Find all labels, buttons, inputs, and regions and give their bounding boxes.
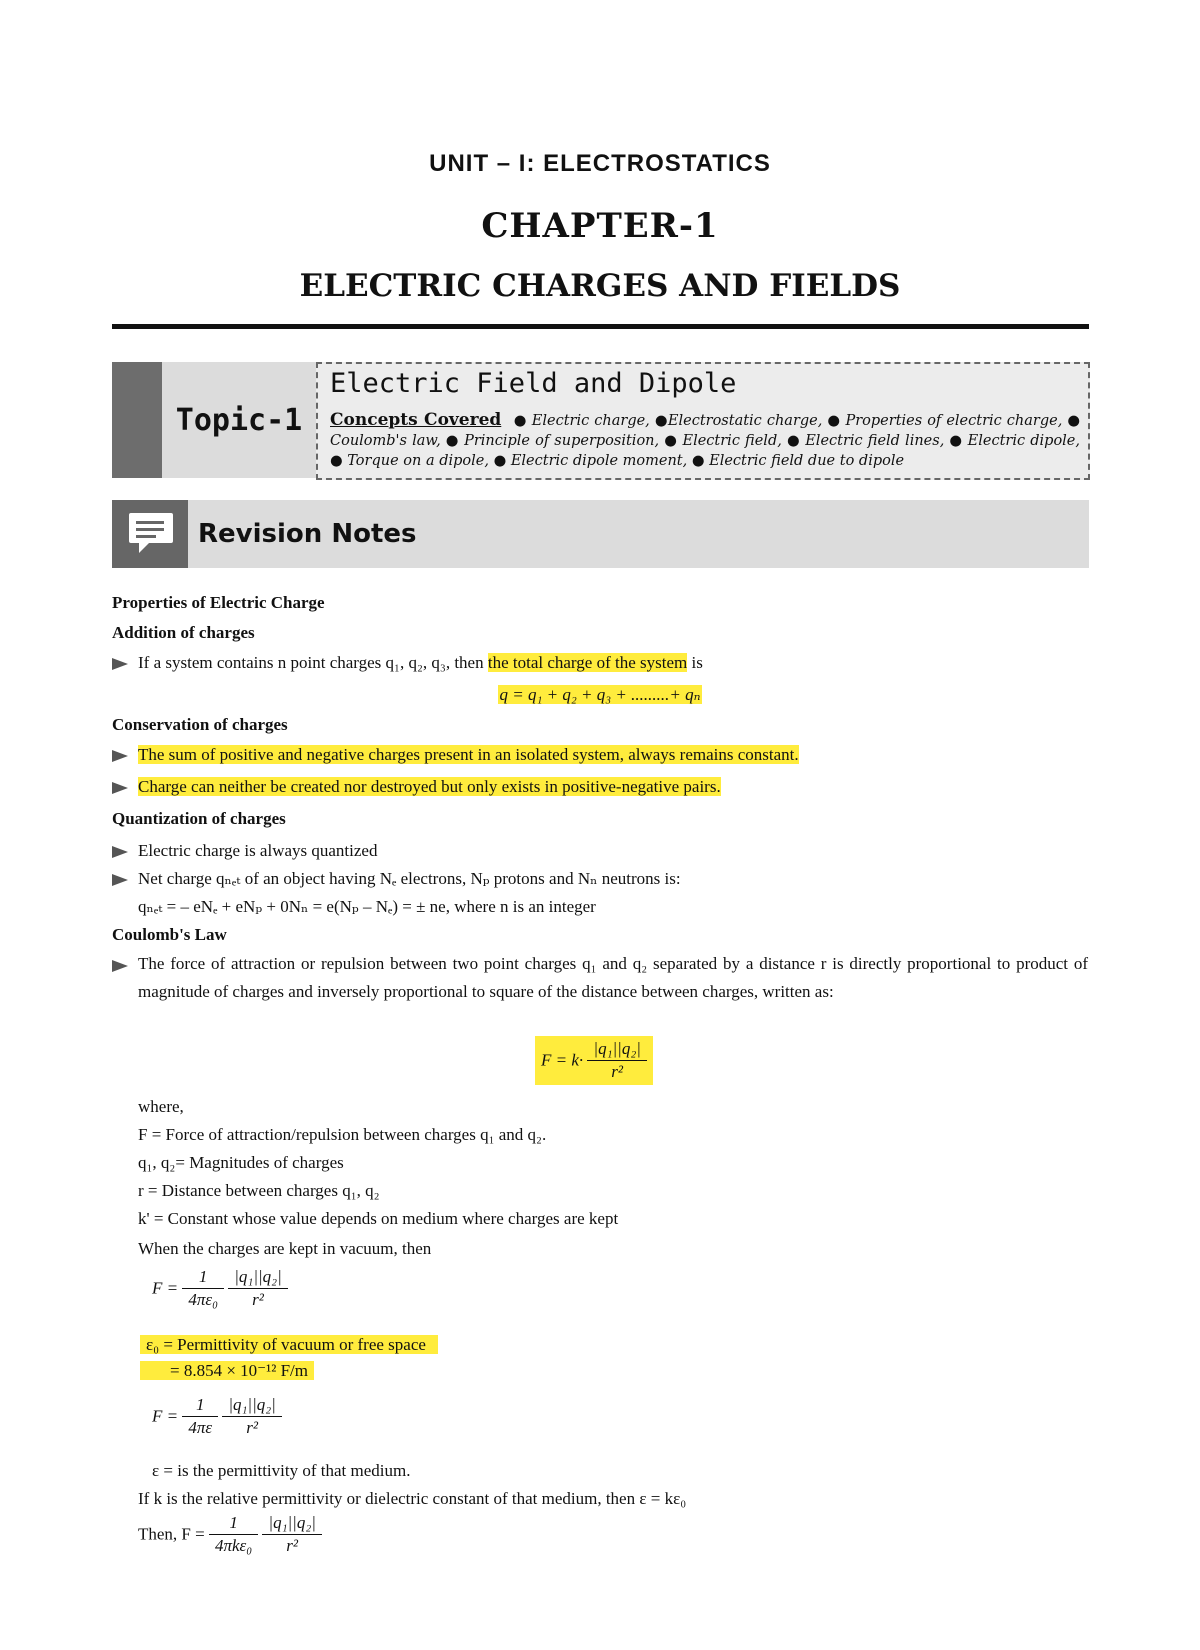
conservation-bullet-2 [138,776,721,798]
definition-charges: q₁, q₂= Magnitudes of charges [138,1153,344,1172]
properties-heading: Properties of Electric Charge [112,593,325,612]
coulomb-formula-1 [535,1036,653,1088]
formula-4-fraction-2 [262,1512,322,1557]
formula-2-fraction-2 [228,1266,288,1311]
conservation-heading: Conservation of charges [112,715,288,734]
formula-2-fraction-1 [182,1266,224,1311]
formula-3-num-1: 1 [182,1394,218,1417]
definition-force: F = Force of attraction/repulsion between charges q₁ and q₂. [138,1125,547,1144]
addition-heading: Addition of charges [112,623,255,642]
heading-rule [112,324,1089,329]
epsilon-definition [140,1334,438,1356]
speech-bubble-icon [112,500,188,568]
formula-3-lhs: F = [152,1406,179,1426]
coulomb-paragraph: The force of attraction or repulsion between two point charges q₁ and q₂ separated by a distance r is directly proportional to product of magnitude of charges and inversely proportional to square of the distance between charges, written as: [138,954,1088,1001]
relative-permittivity-line: If k is the relative permittivity or dielectric constant of that medium, then ε = kε₀ [138,1489,687,1508]
unit-heading: UNIT – I: ELECTROSTATICS [429,150,771,177]
arrow-bullet-icon [112,750,128,762]
addition-formula: q = q₁ + q₂ + q₃ + .........+ qₙ [499,685,701,704]
formula-3-fraction-1 [182,1394,218,1439]
definition-constant: k' = Constant whose value depends on medium where charges are kept [138,1209,619,1228]
revision-notes-title: Revision Notes [198,519,417,549]
formula-2-den-2: r² [252,1290,264,1309]
formula-2-num-1: 1 [182,1266,224,1289]
quantization-heading: Quantization of charges [112,809,286,828]
formula-3-den-1: 4πε [188,1418,213,1437]
quantization-bullet-2: Net charge qₙₑₜ of an object having Nₑ electrons, Nₚ protons and Nₙ neutrons is: [138,869,681,888]
formula-2-lhs: F = [152,1278,179,1298]
arrow-bullet-icon [112,846,128,858]
formula-1-lhs: F = k· [541,1050,584,1070]
chapter-title: ELECTRIC CHARGES AND FIELDS [299,268,901,304]
vacuum-line: When the charges are kept in vacuum, then [138,1239,432,1258]
formula-2-den-1: 4πε₀ [188,1290,218,1309]
coulomb-formula-3 [152,1394,282,1450]
formula-1-denominator: r² [611,1062,624,1081]
topic-detail-box [316,362,1090,480]
topic-label: Topic-1 [162,362,316,478]
formula-4-lhs: Then, F = [138,1524,205,1544]
formula-4-den-2: r² [286,1536,299,1555]
formula-3-num-2: |q₁||q₂| [222,1394,282,1417]
formula-3-den-2: r² [246,1418,258,1437]
formula-4-fraction-1 [209,1512,258,1557]
epsilon-value [140,1360,314,1382]
conservation-bullet-1 [138,744,799,766]
definition-distance: r = Distance between charges q₁, q₂ [138,1181,380,1200]
coulomb-formula-1-highlight [535,1036,653,1085]
quantization-bullet-1: Electric charge is always quantized [138,841,378,860]
epsilon-definition-text: ε₀ = Permittivity of vacuum or free space [140,1335,438,1354]
topic-title: Electric Field and Dipole [330,368,737,399]
coulomb-heading: Coulomb's Law [112,925,227,944]
arrow-bullet-icon [112,874,128,886]
concepts-covered [330,410,1080,471]
arrow-bullet-icon [112,658,128,670]
formula-4-den-1: 4πkε₀ [214,1536,253,1555]
revision-notes-banner [188,500,1089,568]
arrow-bullet-icon [112,782,128,794]
addition-line [138,652,703,674]
quantization-formula: qₙₑₜ = – eNₑ + eNₚ + 0Nₙ = e(Nₚ – Nₑ) = ± ne, where n is an integer [138,897,596,916]
formula-4-num-2: |q₁||q₂| [262,1512,322,1535]
epsilon-value-text: = 8.854 × 10⁻¹² F/m [140,1361,314,1380]
addition-line-text: If a system contains n point charges q₁, q₂, q₃, then [138,653,488,672]
formula-4-num-1: 1 [209,1512,258,1535]
concepts-list: ● Electric charge, ●Electrostatic charge, ● Properties of electric charge, ● Coulomb's law, ● Principle of superposition, ● Electric field, ● Electric field lines, ● Electric dipole, ● Torque on a dipole, ● Electric dipole moment, ● Electric field due to dipole [330,413,1080,469]
conservation-bullet-1-text: The sum of positive and negative charges present in an isolated system, always remains constant. [138,745,799,764]
addition-formula-row [0,684,1200,706]
arrow-bullet-icon [112,960,128,972]
formula-3-fraction-2 [222,1394,282,1439]
topic-accent-bar [112,362,162,478]
conservation-bullet-2-text: Charge can neither be created nor destroyed but only exists in positive-negative pairs. [138,777,721,796]
addition-highlight: the total charge of the system [487,653,688,672]
coulomb-formula-4 [138,1512,322,1570]
formula-1-fraction [587,1038,647,1083]
medium-permittivity: ε = is the permittivity of that medium. [152,1461,411,1480]
chapter-heading: CHAPTER-1 [481,206,719,246]
formula-1-numerator: |q₁||q₂| [587,1038,647,1061]
formula-2-num-2: |q₁||q₂| [228,1266,288,1289]
coulomb-formula-2 [152,1266,288,1322]
addition-line-end: is [687,653,703,672]
where-label: where, [138,1097,184,1116]
concepts-heading: Concepts Covered [330,410,502,430]
